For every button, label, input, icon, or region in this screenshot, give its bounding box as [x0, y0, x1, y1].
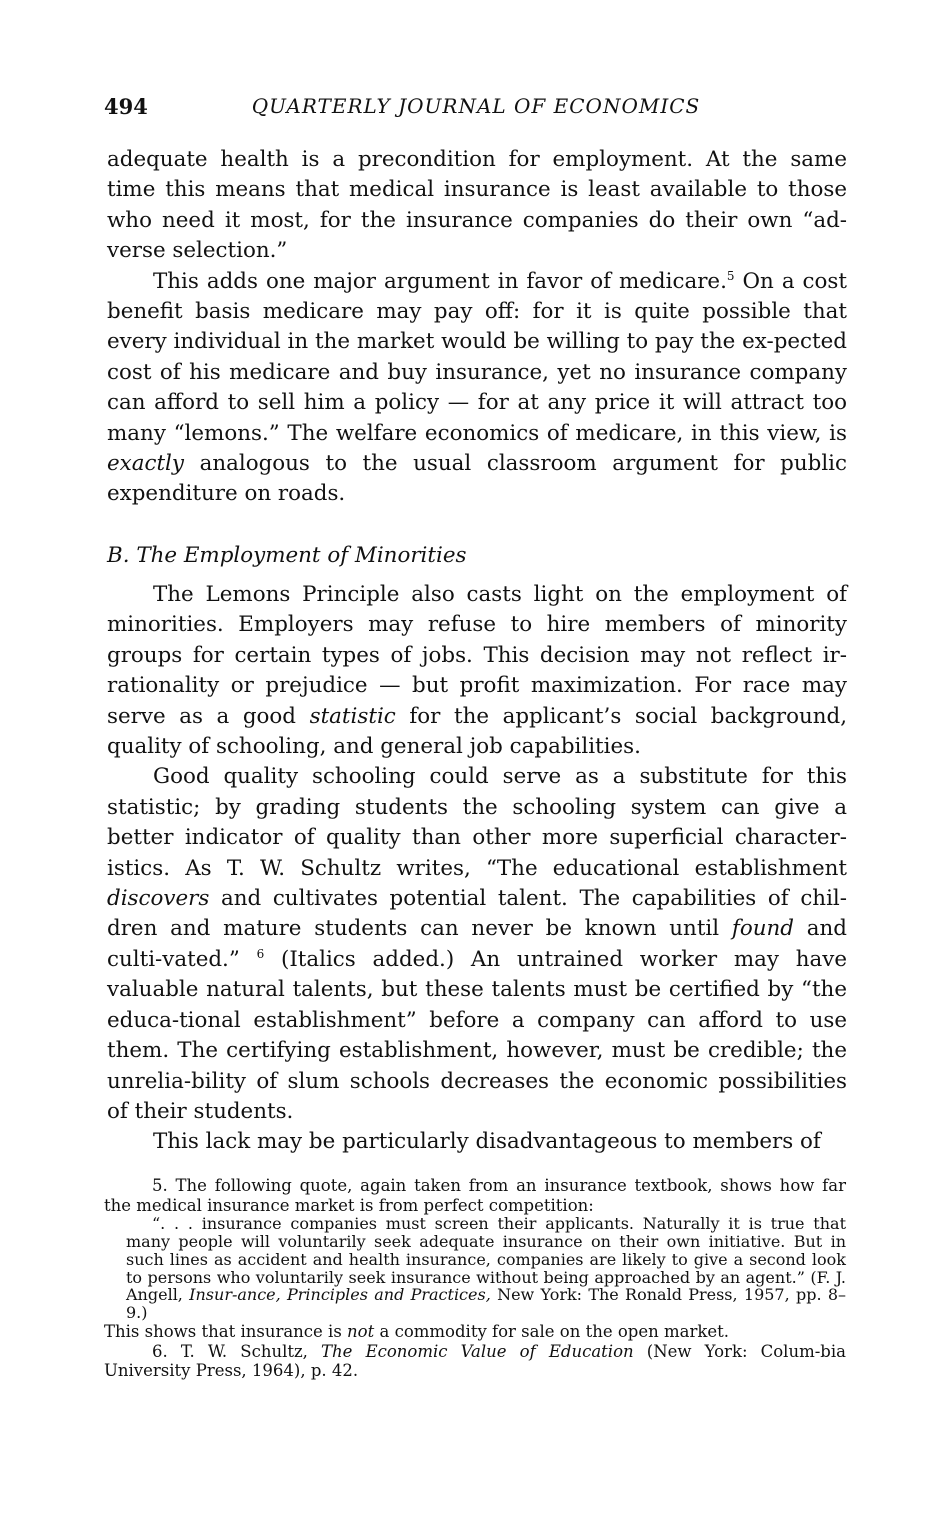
body-text-top [107, 145, 847, 510]
body-text-section-b [107, 580, 847, 1158]
paragraph-medicare-argument: This adds one major argument in favor of medicare.$^5$ On a cost benefit basis medicare may pay off: for it is quite possible that every individual in the market would be willing to pay the ex-pected cost of his medicare and buy insurance, yet no insurance company can afford to sell him a policy — for at any price it will attract too many “lemons.” The welfare economics of medicare, in this view, is exactly analogous to the usual classroom argument for public expenditure on roads. [107, 268, 847, 507]
journal-title: QUARTERLY JOURNAL OF ECONOMICS [251, 94, 701, 118]
footnote-ref-6: 6 [256, 946, 265, 961]
footnote-ref-5: 5 [726, 268, 735, 283]
page-number: 494 [104, 94, 148, 119]
paragraph-schooling: Good quality schooling could serve as a substitute for this statistic; by grading students the schooling system can give a better indicator of quality than other more superficial character-istics. As T. W. Schultz writes, “The educational establishment discovers and cultivates potential talent. The capabilities of chil-dren and mature students can never be known until found and culti-vated.” $^6$ (Italics added.) An untrained worker may have valuable natural talents, but these talents must be certified by “the educa-tional establishment” before a company can afford to use them. The certifying establishment, however, must be credible; the unrelia-bility of slum schools decreases the economic possibilities of their students. [107, 764, 847, 1124]
footnote-6: 6. T. W. Schultz, The Economic Value of Education (New York: Colum-bia University Press, 1964), p. 42. [104, 1341, 846, 1381]
paragraph-health-precondition: adequate health is a precondition for employment. At the same time this means that medical insurance is least available to those who need it most, for the insurance companies do their own “ad-verse selection.” [107, 147, 847, 264]
footnote-5-conclusion: This shows that insurance is not a commodity for sale on the open market. [104, 1321, 729, 1341]
section-heading-employment-minorities: B. The Employment of Minorities [107, 543, 467, 568]
footnotes [104, 1176, 846, 1381]
paragraph-lack-disadvantageous: This lack may be particularly disadvantageous to members of [153, 1129, 821, 1155]
paragraph-lemons-principle: The Lemons Principle also casts light on the employment of minorities. Employers may refuse to hire members of minority groups for certain types of jobs. This decision may not reflect ir-rationality or prejudice — but profit maximization. For race may serve as a good statistic for the applicant’s social background, quality of schooling, and general job capabilities. [107, 582, 847, 760]
footnote-5-intro: 5. The following quote, again taken from an insurance textbook, shows how far the medical insurance market is from perfect competition: [104, 1176, 846, 1215]
running-header [104, 94, 848, 122]
footnote-5-quote: “. . . insurance companies must screen their applicants. Naturally it is true that many people will voluntarily seek adequate insurance on their own initiative. But in such lines as accident and health insurance, companies are likely to give a second look to persons who voluntarily seek insurance without being approached by an agent.” (F. J. Angell, Insur-ance, Principles and Practices, New York: The Ronald Press, 1957, pp. 8–9.) [126, 1214, 846, 1323]
